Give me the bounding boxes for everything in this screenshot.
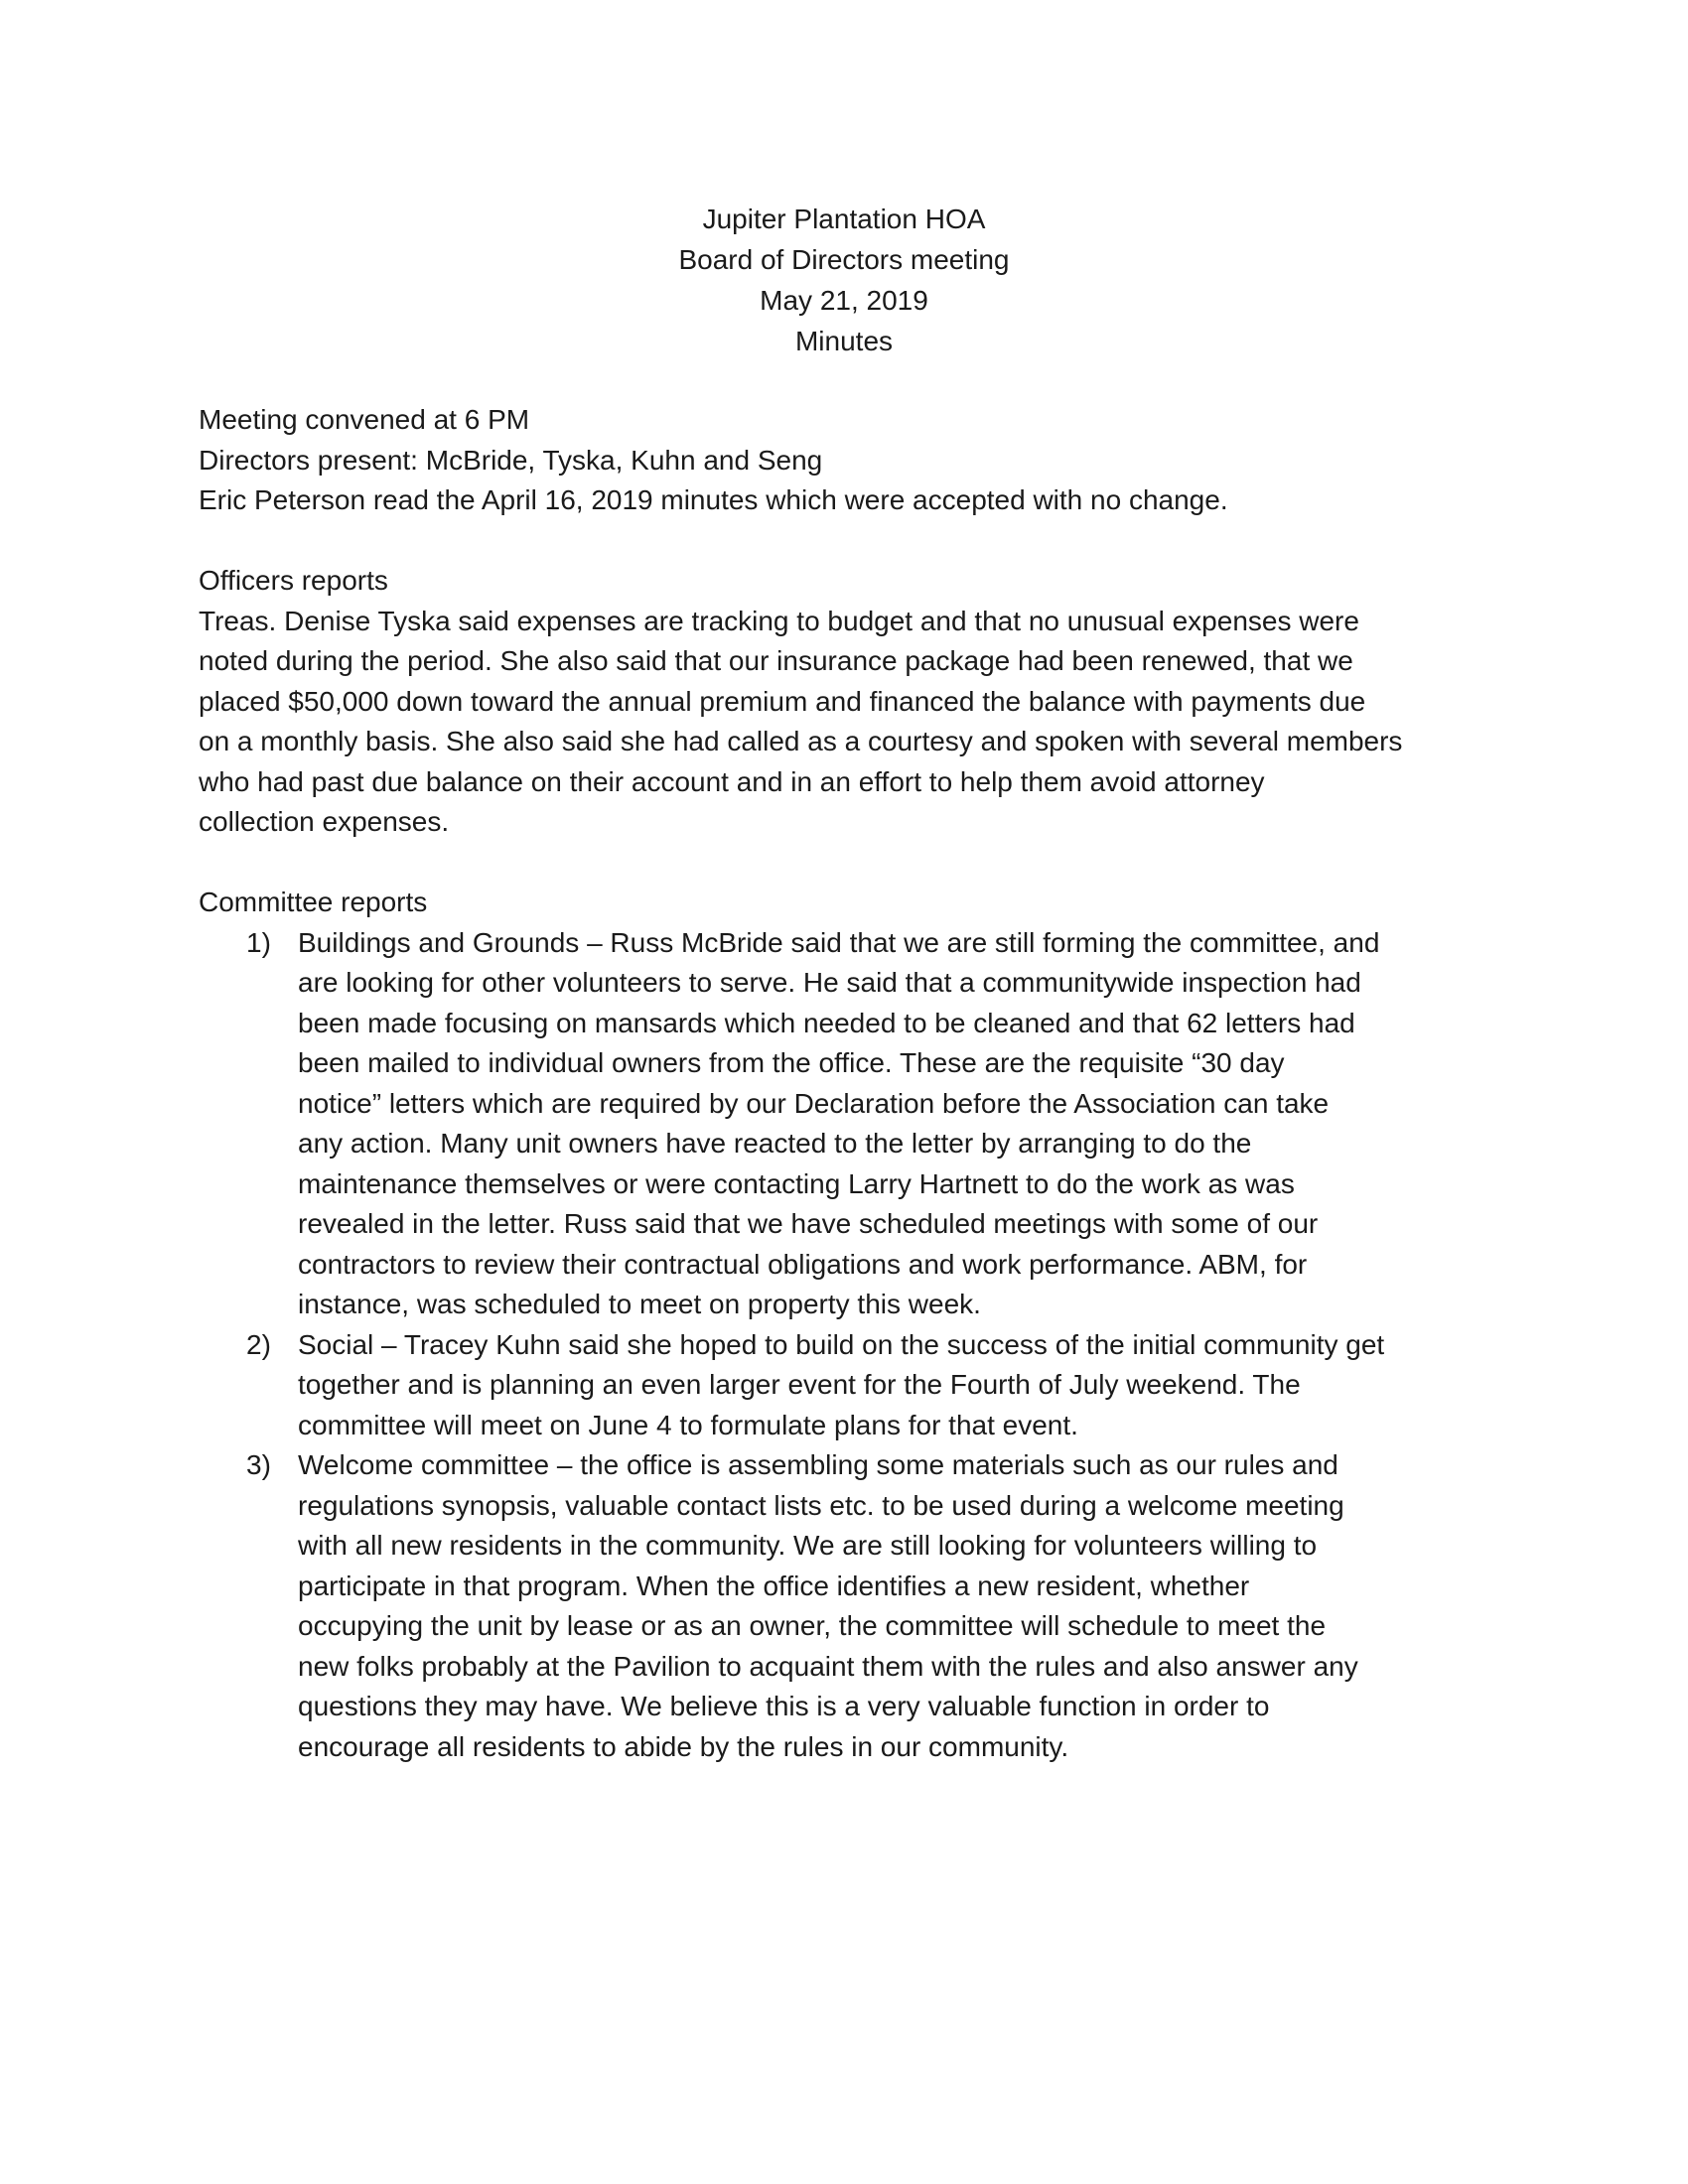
committee-section	[199, 883, 1519, 1767]
committee-line: with all new residents in the community. We are still looking for volunteers willing to	[298, 1530, 1318, 1561]
intro-line: Meeting convened at 6 PM	[199, 404, 530, 435]
committee-heading: Committee reports	[199, 887, 428, 917]
committee-line: questions they may have. We believe this is a very valuable function in order to	[298, 1691, 1270, 1721]
committee-line: been made focusing on mansards which needed to be cleaned and that 62 letters had	[298, 1007, 1355, 1038]
committee-item-social	[199, 1325, 1519, 1446]
committee-line: contractors to review their contractual obligations and work performance. ABM, for	[298, 1248, 1308, 1280]
committee-line: instance, was scheduled to meet on property this week.	[298, 1289, 981, 1319]
list-number: 1)	[246, 926, 271, 958]
list-number: 3)	[246, 1449, 271, 1480]
officers-section	[199, 561, 1519, 843]
list-number: 2)	[246, 1328, 271, 1360]
committee-line: new folks probably at the Pavilion to acquaint them with the rules and also answer any	[298, 1650, 1358, 1682]
org-name: Jupiter Plantation HOA	[702, 204, 986, 234]
officers-heading: Officers reports	[199, 565, 388, 596]
officers-line: noted during the period. She also said that our insurance package had been renewed, that we	[199, 645, 1353, 676]
committee-line: occupying the unit by lease or as an owner, the committee will schedule to meet the	[298, 1610, 1327, 1641]
committee-line: any action. Many unit owners have reacted to the letter by arranging to do the	[298, 1128, 1252, 1159]
committee-line: revealed in the letter. Russ said that we have scheduled meetings with some of our	[298, 1208, 1319, 1239]
committee-line: encourage all residents to abide by the rules in our community.	[298, 1730, 1069, 1762]
intro-line: Directors present: McBride, Tyska, Kuhn and Seng	[199, 444, 823, 476]
committee-line: are looking for other volunteers to serve. He said that a communitywide inspection had	[298, 967, 1361, 998]
intro-line: Eric Peterson read the April 16, 2019 minutes which were accepted with no change.	[199, 484, 1228, 515]
officers-line: collection expenses.	[199, 806, 450, 837]
paragraph-gap	[199, 843, 1519, 884]
officers-line: on a monthly basis. She also said she had called as a courtesy and spoken with several members	[199, 726, 1403, 756]
officers-line: who had past due balance on their account and in an effort to help them avoid attorney	[199, 765, 1265, 797]
document-header	[0, 199, 1688, 361]
intro-section	[199, 400, 1519, 521]
officers-line: placed $50,000 down toward the annual premium and financed the balance with payments due	[199, 685, 1366, 717]
meeting-title: Board of Directors meeting	[678, 244, 1010, 275]
committee-item-welcome	[199, 1445, 1519, 1767]
committee-line: Welcome committee – the office is assembling some materials such as our rules and	[298, 1449, 1338, 1480]
committee-line: maintenance themselves or were contacting Larry Hartnett to do the work as was	[298, 1167, 1295, 1199]
committee-line: committee will meet on June 4 to formulate plans for that event.	[298, 1409, 1078, 1440]
committee-item-buildings-grounds	[199, 923, 1519, 1325]
committee-line: Social – Tracey Kuhn said she hoped to build on the success of the initial community get	[298, 1328, 1385, 1360]
officers-line: Treas. Denise Tyska said expenses are tracking to budget and that no unusual expenses were	[199, 605, 1359, 636]
paragraph-gap	[199, 521, 1519, 562]
committee-line: Buildings and Grounds – Russ McBride said that we are still forming the committee, and	[298, 926, 1380, 958]
document-body	[199, 400, 1519, 1767]
meeting-date: May 21, 2019	[760, 285, 928, 316]
committee-line: participate in that program. When the office identifies a new resident, whether	[298, 1570, 1250, 1601]
committee-line: notice” letters which are required by our Declaration before the Association can take	[298, 1087, 1330, 1119]
committee-list	[199, 923, 1519, 1768]
committee-line: been mailed to individual owners from the office. These are the requisite “30 day	[298, 1047, 1285, 1078]
committee-line: together and is planning an even larger event for the Fourth of July weekend. The	[298, 1369, 1301, 1400]
document-type: Minutes	[794, 326, 894, 356]
committee-line: regulations synopsis, valuable contact lists etc. to be used during a welcome meeting	[298, 1489, 1344, 1521]
